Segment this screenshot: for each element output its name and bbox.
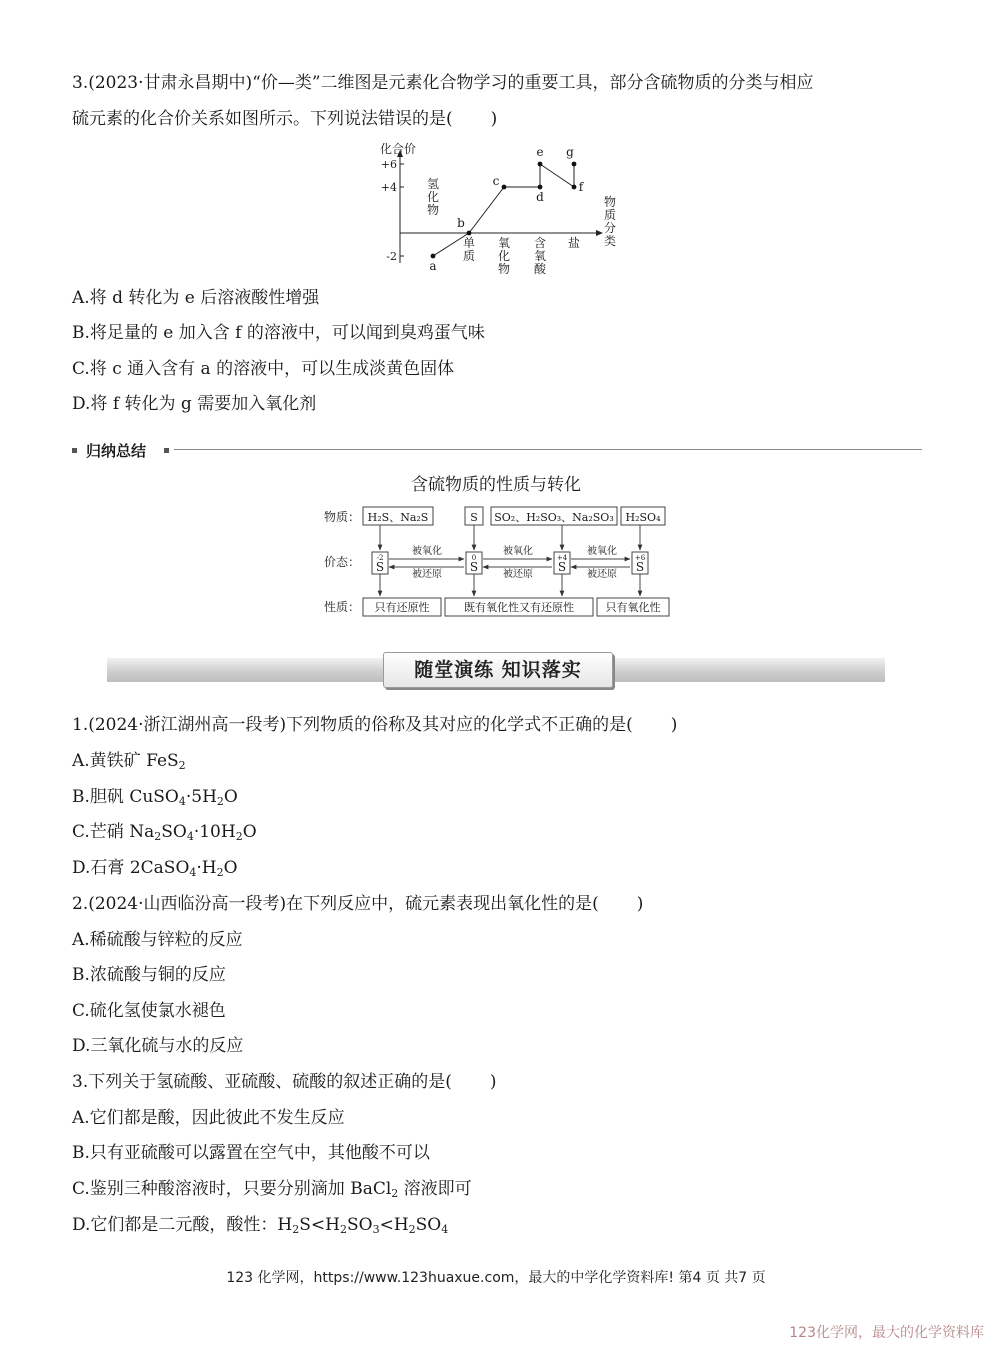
- x-axis-label: 物质分类: [603, 195, 617, 248]
- subscript: 4: [178, 795, 186, 808]
- option-text: B.胆矾: [72, 787, 130, 807]
- subscript: 4: [186, 830, 194, 843]
- element-symbol: S: [635, 560, 645, 574]
- arrow-label-oxidized: 被氧化: [503, 546, 533, 557]
- data-label-d: d: [536, 190, 544, 204]
- formula: ·10H: [193, 822, 236, 842]
- practice-q2-option-d: D.三氧化硫与水的反应: [72, 1036, 244, 1056]
- sulfur-conversion-diagram: [322, 502, 672, 620]
- question-3-option-b: B.将足量的 e 加入含 f 的溶液中，可以闻到臭鸡蛋气味: [72, 323, 485, 343]
- formula: ·H: [196, 858, 217, 878]
- valence-number: 0: [471, 554, 477, 562]
- diagram-title: 含硫物质的性质与转化: [411, 475, 581, 495]
- data-label-e: e: [536, 145, 544, 159]
- formula: Na: [129, 822, 155, 842]
- valence-class-chart: [360, 138, 630, 280]
- answer-paren-close: ): [489, 1072, 497, 1092]
- option-text: C.芒硝: [72, 822, 130, 842]
- practice-q2-option-b: B.浓硫酸与铜的反应: [72, 965, 226, 985]
- property-text: 只有氧化性: [605, 601, 661, 614]
- substance-text: S: [470, 511, 478, 524]
- arrow-label-reduced: 被还原: [503, 569, 533, 580]
- practice-q1-option-a: [72, 750, 186, 772]
- bullet-square-icon: [164, 448, 169, 453]
- arrow-label-reduced: 被还原: [587, 569, 617, 580]
- summary-section-header: [72, 440, 922, 460]
- subscript: 3: [372, 1223, 380, 1236]
- question-3-stem-text: 硫元素的化合价关系如图所示。下列说法错误的是(: [72, 109, 453, 129]
- data-point-a: [431, 254, 436, 259]
- subscript: 2: [178, 759, 186, 772]
- formula: <H: [379, 1215, 409, 1235]
- practice-q2-option-c: C.硫化氢使氯水褪色: [72, 1001, 226, 1021]
- data-point-g: [572, 162, 577, 167]
- y-tick-label: +6: [380, 158, 397, 171]
- practice-q1-stem-text: 1.(2024·浙江湖州高一段考)下列物质的俗称及其对应的化学式不正确的是(: [72, 715, 633, 735]
- connector-line: [469, 187, 504, 233]
- subscript: 2: [339, 1223, 347, 1236]
- data-label-c: c: [492, 174, 500, 188]
- subscript: 4: [441, 1223, 449, 1236]
- subscript: 4: [189, 866, 197, 879]
- option-text: D.它们都是二元酸，酸性：H: [72, 1215, 293, 1235]
- formula: SO: [346, 1215, 373, 1235]
- summary-header-label: 归纳总结: [86, 442, 147, 460]
- data-point-d: [538, 185, 543, 190]
- practice-q3-stem: [72, 1071, 497, 1093]
- bullet-square-icon: [72, 448, 77, 453]
- x-category-label: 氧化物: [497, 236, 511, 276]
- formula: 2CaSO: [129, 858, 190, 878]
- arrow-label-oxidized: 被氧化: [587, 546, 617, 557]
- subscript: 2: [408, 1223, 416, 1236]
- watermark: 123化学网，最大的化学资料库: [789, 1325, 984, 1341]
- substance-text: SO₂、H₂SO₃、Na₂SO₃: [494, 511, 614, 524]
- practice-q2-stem: [72, 893, 643, 915]
- x-category-label: 盐: [567, 236, 581, 250]
- page-footer: 123 化学网，https://www.123huaxue.com，最大的中学化学资料库! 第4 页 共7 页: [226, 1270, 766, 1286]
- arrow-label-oxidized: 被氧化: [412, 546, 442, 557]
- property-text: 既有氧化性又有还原性: [464, 601, 574, 614]
- substance-text: H₂SO₄: [625, 511, 661, 524]
- question-3-stem-line1: 3.(2023·甘肃永昌期中)“价—类”二维图是元素化合物学习的重要工具，部分含硫物质的分类与相应: [72, 73, 814, 93]
- data-point-e: [538, 162, 543, 167]
- formula: O: [223, 787, 238, 807]
- data-point-f: [572, 185, 577, 190]
- subscript: 2: [235, 830, 243, 843]
- connector-line: [540, 164, 574, 187]
- option-text: 溶液即可: [398, 1179, 472, 1199]
- subscript: 2: [216, 866, 224, 879]
- option-text: A.黄铁矿: [72, 751, 147, 771]
- question-3-option-a: A.将 d 转化为 e 后溶液酸性增强: [72, 288, 320, 308]
- property-text: 只有还原性: [374, 601, 430, 614]
- y-axis-label: 化合价: [380, 142, 417, 156]
- x-category-label: 单质: [462, 236, 476, 263]
- subscript: 2: [154, 830, 162, 843]
- formula: SO: [415, 1215, 442, 1235]
- element-symbol: S: [469, 560, 479, 574]
- substance-text: H₂S、Na₂S: [367, 511, 429, 524]
- element-symbol: S: [557, 560, 567, 574]
- practice-q2-option-a: A.稀硫酸与锌粒的反应: [72, 930, 243, 950]
- practice-q2-stem-text: 2.(2024·山西临汾高一段考)在下列反应中，硫元素表现出氧化性的是(: [72, 894, 599, 914]
- formula: CuSO: [129, 787, 179, 807]
- subscript: 2: [216, 795, 224, 808]
- question-3-option-c: C.将 c 通入含有 a 的溶液中，可以生成淡黄色固体: [72, 359, 455, 379]
- x-category-label: 含氧酸: [533, 236, 547, 276]
- y-tick-label: +4: [380, 181, 397, 194]
- data-label-g: g: [566, 145, 574, 159]
- option-text: C.鉴别三种酸溶液时，只要分别滴加 BaCl: [72, 1179, 392, 1199]
- question-3-stem-line2: [72, 108, 497, 130]
- practice-q3-option-c: [72, 1178, 472, 1200]
- data-label-a: a: [429, 259, 437, 273]
- banner-title: 随堂演练 知识落实: [383, 652, 613, 688]
- section-banner: [107, 652, 885, 688]
- question-3-option-d: D.将 f 转化为 g 需要加入氧化剂: [72, 394, 317, 414]
- formula: O: [242, 822, 257, 842]
- practice-q3-option-a: A.它们都是酸，因此彼此不发生反应: [72, 1108, 345, 1128]
- practice-q1-option-d: [72, 857, 238, 879]
- valence-number: -2: [376, 554, 384, 562]
- answer-paren-close: ): [490, 109, 498, 129]
- row-label-property: 性质：: [324, 600, 361, 614]
- data-label-b: b: [457, 216, 465, 230]
- subscript: 2: [292, 1223, 300, 1236]
- divider: [174, 449, 922, 450]
- formula: S<H: [299, 1215, 340, 1235]
- practice-q3-option-b: B.只有亚硫酸可以露置在空气中，其他酸不可以: [72, 1143, 430, 1163]
- data-label-f: f: [578, 180, 584, 194]
- row-label-valence: 价态：: [324, 555, 361, 569]
- arrow-label-reduced: 被还原: [412, 569, 442, 580]
- formula: SO: [161, 822, 187, 842]
- subscript: 2: [391, 1187, 399, 1200]
- valence-number: +6: [634, 554, 646, 562]
- answer-paren-close: ): [670, 715, 678, 735]
- formula: O: [223, 858, 238, 878]
- practice-q1-option-b: [72, 786, 238, 808]
- valence-number: +4: [556, 554, 568, 562]
- answer-paren-close: ): [636, 894, 644, 914]
- data-point-b: [467, 231, 472, 236]
- option-text: D.石膏: [72, 858, 130, 878]
- formula: ·5H: [185, 787, 217, 807]
- formula: FeS: [146, 751, 179, 771]
- data-point-c: [502, 185, 507, 190]
- element-symbol: S: [375, 560, 385, 574]
- practice-q3-option-d: [72, 1214, 448, 1236]
- practice-q3-stem-text: 3.下列关于氢硫酸、亚硫酸、硫酸的叙述正确的是(: [72, 1072, 452, 1092]
- practice-q1-stem: [72, 714, 677, 736]
- x-category-label: 氢化物: [426, 177, 440, 217]
- row-label-substance: 物质：: [324, 510, 361, 524]
- practice-q1-option-c: [72, 821, 257, 843]
- y-tick-label: -2: [386, 250, 397, 263]
- x-axis-arrow-icon: [596, 230, 603, 236]
